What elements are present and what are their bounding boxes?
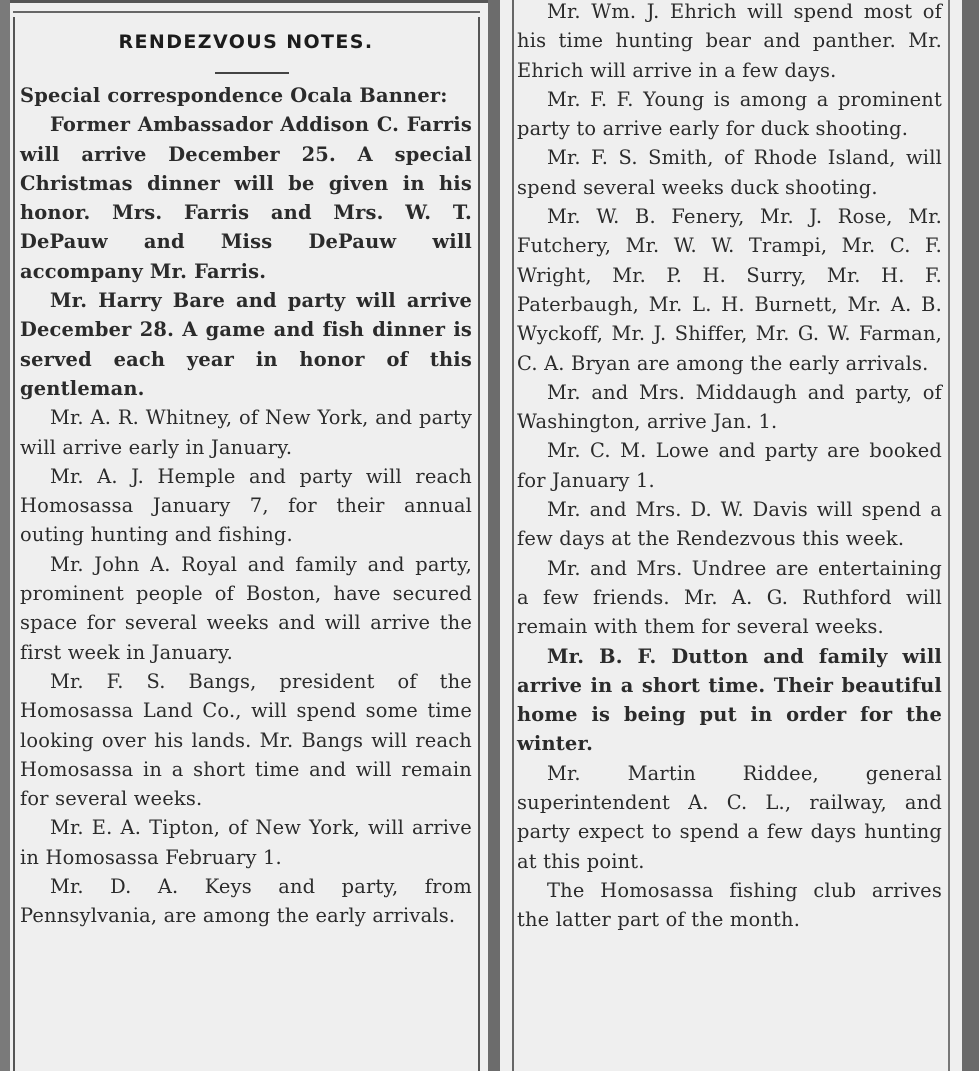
article-paragraph: Mr. W. B. Fenery, Mr. J. Rose, Mr. Futchery, Mr. W. W. Trampi, Mr. C. F. Wright, Mr. P. H. Surry, Mr. H. F. Paterbaugh, Mr. L. H. Burnett, Mr. A. B. Wyckoff, Mr. J. Shiffer, Mr. G. W. Farman, C. A. Bryan are among the early arrivals.	[517, 205, 942, 375]
column-rule-right	[478, 17, 480, 1071]
article-paragraph: Mr. Wm. J. Ehrich will spend most of his time hunting bear and panther. Mr. Ehrich will arrive in a few days.	[517, 0, 942, 82]
column-rule-left	[13, 17, 15, 1071]
column-top-rule	[13, 11, 480, 13]
article-paragraph: Mr. Martin Riddee, general superintendent A. C. L., railway, and party expect to spend a few days hunting at this point.	[517, 761, 942, 873]
article-paragraph: Mr. A. R. Whitney, of New York, and party will arrive early in January.	[20, 406, 472, 459]
article-paragraph: Mr. and Mrs. Undree are entertaining a few friends. Mr. A. G. Ruthford will remain with them for several weeks.	[517, 556, 942, 639]
article-paragraph: Mr. C. M. Lowe and party are booked for January 1.	[517, 439, 942, 492]
page-edge	[962, 0, 979, 1071]
article-paragraph: Mr. Harry Bare and party will arrive December 28. A game and fish dinner is served each year in honor of this gentleman.	[20, 289, 472, 400]
article-paragraph: Mr. B. F. Dutton and family will arrive in a short time. Their beautiful home is being put in order for the winter.	[517, 644, 942, 756]
column-gutter	[488, 0, 500, 1071]
article-paragraph: Mr. and Mrs. D. W. Davis will spend a few days at the Rendezvous this week.	[517, 498, 942, 551]
article-paragraph: Mr. F. S. Bangs, president of the Homosassa Land Co., will spend some time looking over his lands. Mr. Bangs will reach Homosassa in a short time and will remain for several weeks.	[20, 669, 472, 811]
article-paragraph: Mr. John A. Royal and family and party, prominent people of Boston, have secured space for several weeks and will arrive the first week in January.	[20, 552, 472, 664]
article-paragraph: Former Ambassador Addison C. Farris will arrive December 25. A special Christmas dinner will be given in his honor. Mrs. Farris and Mrs. W. T. DePauw and Miss DePauw will accompany Mr. Farris.	[20, 113, 472, 283]
right-column	[500, 0, 962, 1071]
article-paragraph: Mr. F. S. Smith, of Rhode Island, will spend several weeks duck shooting.	[517, 146, 942, 199]
article-headline: RENDEZVOUS NOTES.	[118, 31, 374, 53]
article-paragraph: Mr. A. J. Hemple and party will reach Homosassa January 7, for their annual outing hunting and fishing.	[20, 464, 472, 547]
article-paragraph: Special correspondence Ocala Banner:	[20, 84, 448, 107]
right-column-text	[517, 0, 942, 935]
column-rule-left	[512, 0, 514, 1071]
left-column	[10, 0, 488, 1071]
column-rule-right	[948, 0, 950, 1071]
article-paragraph: The Homosassa fishing club arrives the latter part of the month.	[517, 878, 942, 932]
article-paragraph: Mr. and Mrs. Middaugh and party, of Washington, arrive Jan. 1.	[517, 380, 942, 434]
article-paragraph: Mr. E. A. Tipton, of New York, will arrive in Homosassa February 1.	[20, 816, 472, 869]
article-paragraph: Mr. F. F. Young is among a prominent party to arrive early for duck shooting.	[517, 87, 942, 141]
headline-divider	[215, 72, 289, 74]
left-column-text	[20, 81, 472, 931]
article-paragraph: Mr. D. A. Keys and party, from Pennsylvania, are among the early arrivals.	[20, 875, 472, 928]
